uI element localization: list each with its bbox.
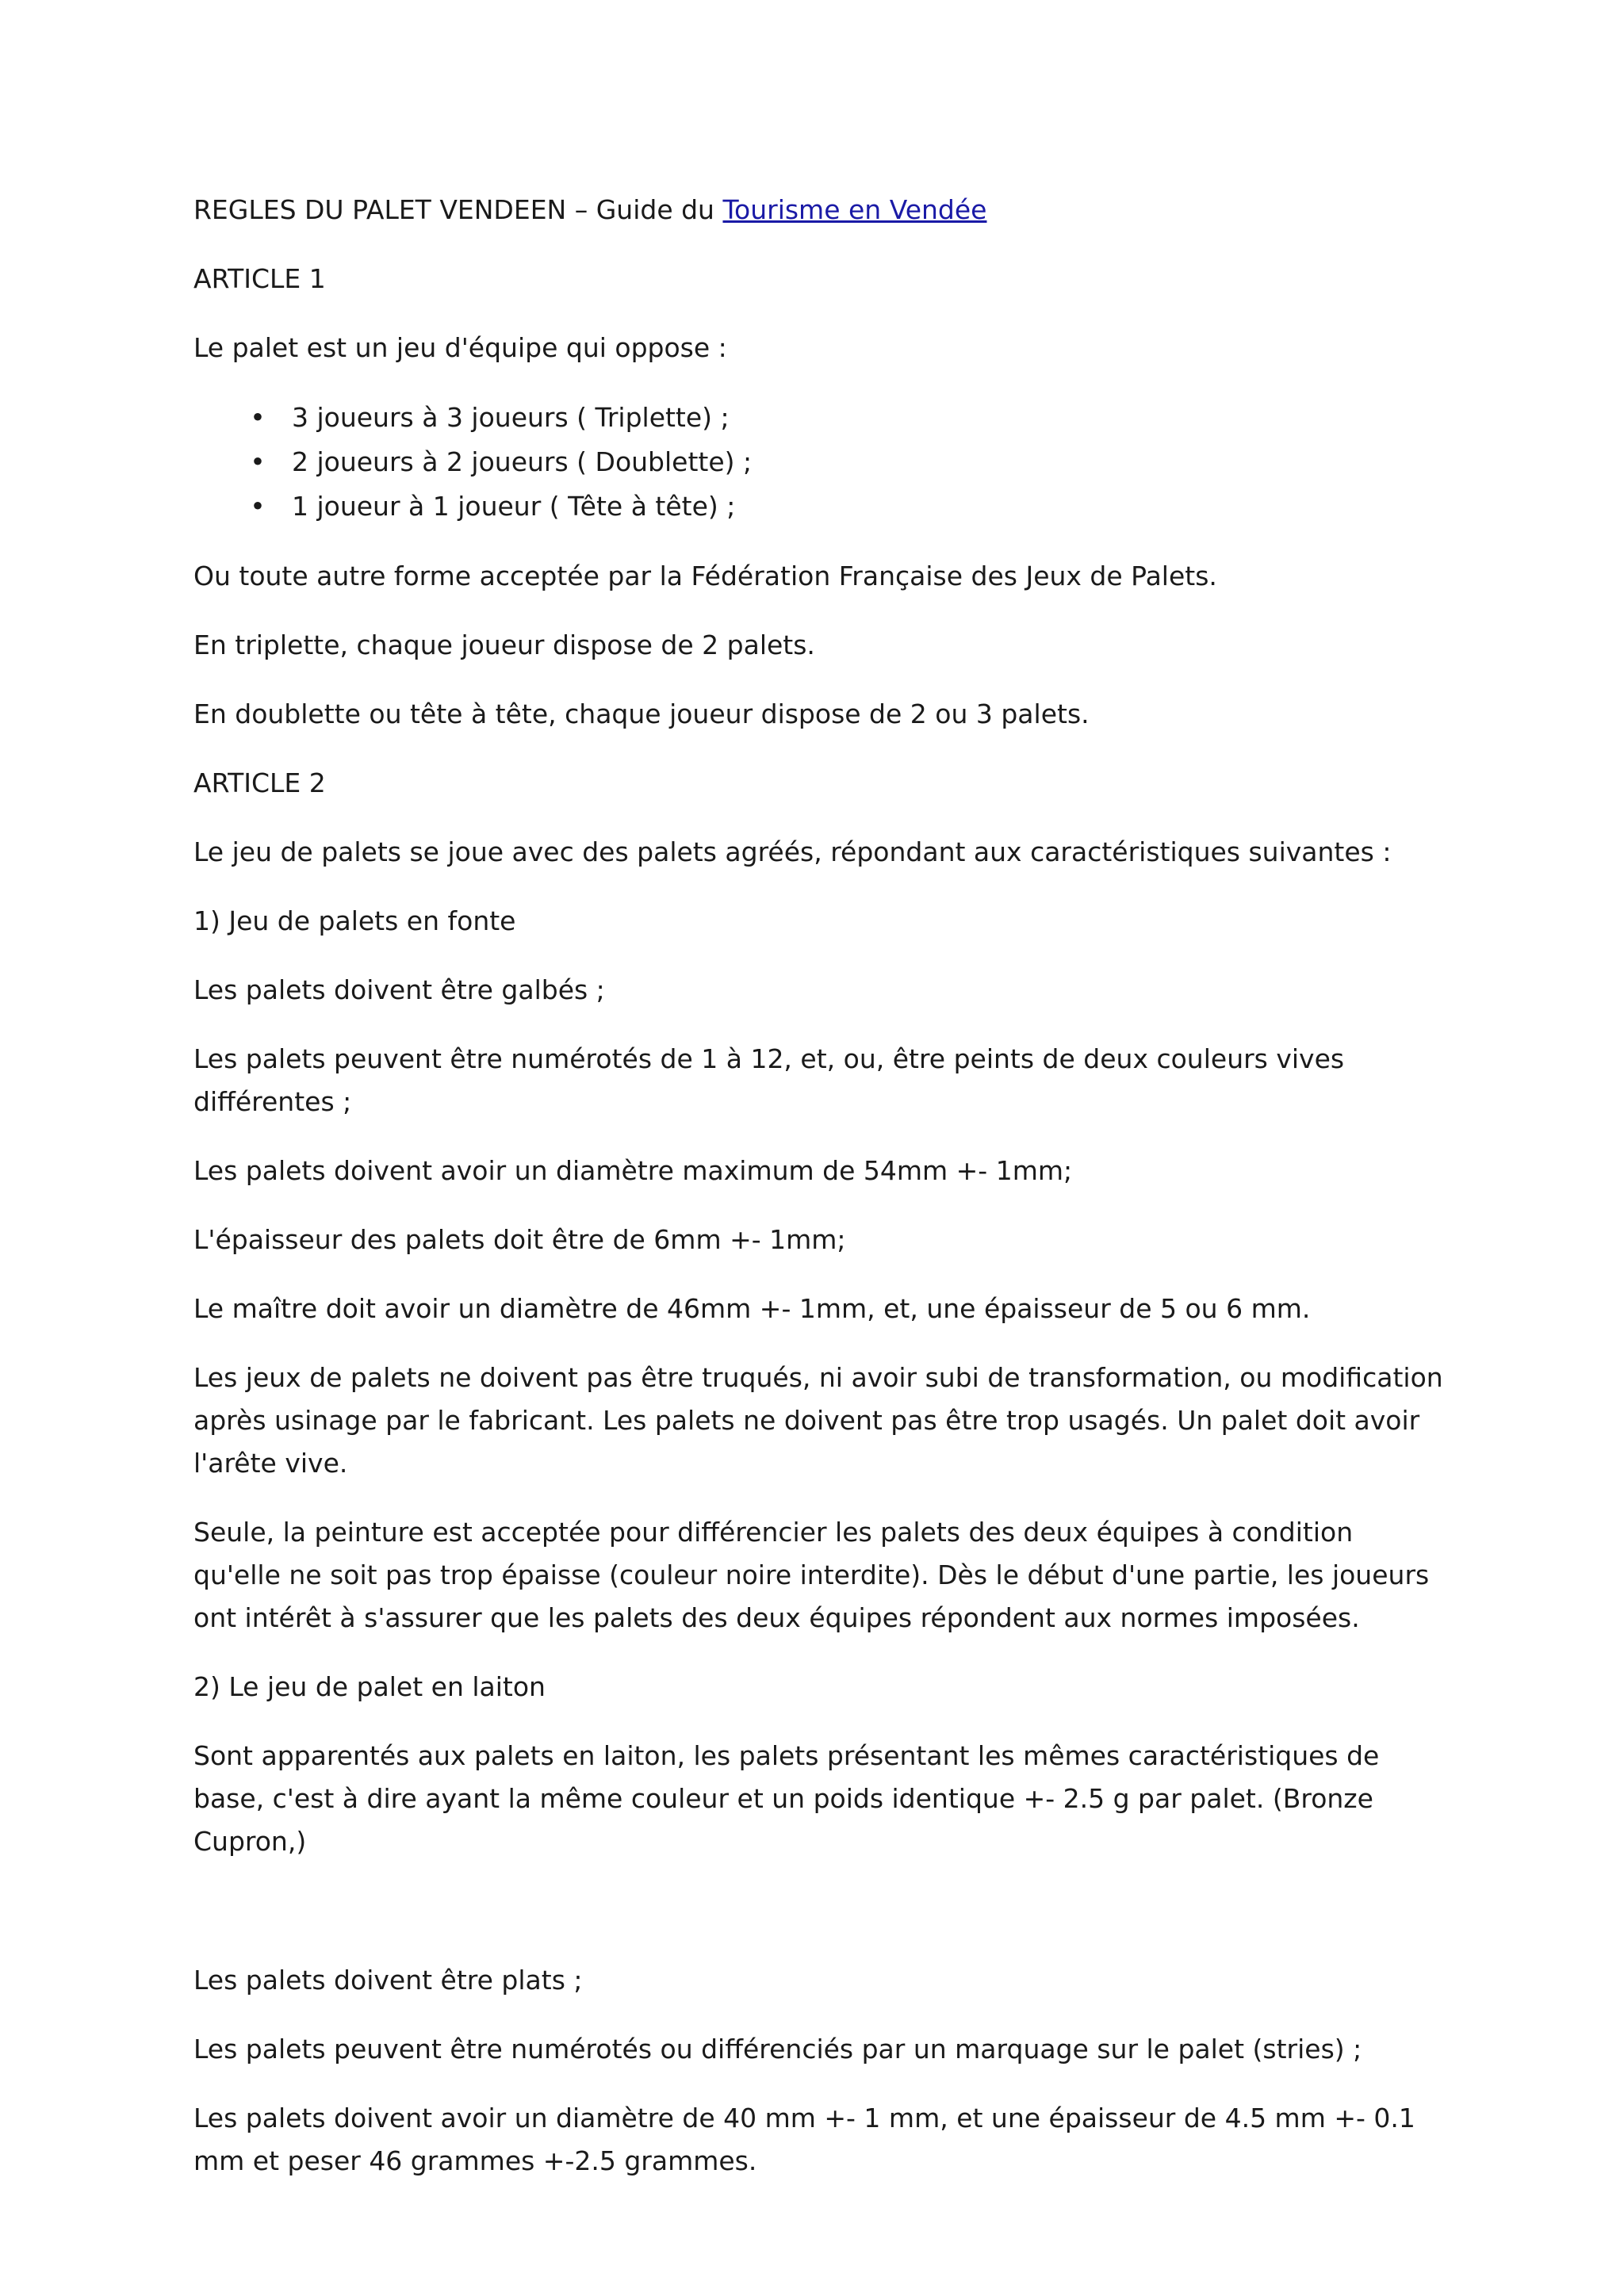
list-item (193, 396, 1446, 440)
laiton-paragraph: Les palets peuvent être numérotés ou différenciés par un marquage sur le palet (stries) ; (193, 2034, 1362, 2064)
bullet-icon: • (250, 491, 266, 522)
fonte-paragraph: Seule, la peinture est acceptée pour différencier les palets des deux équipes à condition qu'elle ne soit pas trop épaisse (couleur noire interdite). Dès le début d'une partie, les joueurs ont intérêt à s'assurer que les palets des deux équipes répondent aux normes imposées. (193, 1517, 1430, 1633)
bullet-icon: • (250, 402, 266, 433)
team-formats-list (193, 396, 1446, 529)
laiton-paragraph: Les palets doivent être plats ; (193, 1965, 583, 1996)
list-item (193, 484, 1446, 529)
laiton-paragraph: Sont apparentés aux palets en laiton, les palets présentant les mêmes caractéristiques de base, c'est à dire ayant la même couleur et un poids identique +- 2.5 g par palet. (Bronze Cupron,) (193, 1740, 1380, 1857)
laiton-heading: 2) Le jeu de palet en laiton (193, 1671, 546, 1702)
fonte-paragraph: Les jeux de palets ne doivent pas être truqués, ni avoir subi de transformation, ou modification après usinage par le fabricant. Les palets ne doivent pas être trop usagés. Un palet doit avoir l'arête vive. (193, 1362, 1443, 1479)
tourisme-vendee-link[interactable]: Tourisme en Vendée (722, 194, 987, 225)
article-1-intro: Le palet est un jeu d'équipe qui oppose : (193, 332, 727, 363)
title-prefix: REGLES DU PALET VENDEEN – Guide du (193, 194, 723, 225)
fonte-paragraph: Les palets doivent avoir un diamètre maximum de 54mm +- 1mm; (193, 1155, 1073, 1186)
fonte-paragraph: Les palets doivent être galbés ; (193, 974, 605, 1005)
article-1-heading: ARTICLE 1 (193, 263, 326, 294)
fonte-paragraph: Le maître doit avoir un diamètre de 46mm +- 1mm, et, une épaisseur de 5 ou 6 mm. (193, 1293, 1311, 1324)
paragraph-triplette: En triplette, chaque joueur dispose de 2 palets. (193, 629, 815, 660)
list-item-text: 2 joueurs à 2 joueurs ( Doublette) ; (292, 446, 753, 477)
article-2-heading: ARTICLE 2 (193, 767, 326, 798)
bullet-icon: • (250, 446, 266, 477)
list-item-text: 3 joueurs à 3 joueurs ( Triplette) ; (292, 402, 730, 433)
paragraph-ffjp: Ou toute autre forme acceptée par la Fédération Française des Jeux de Palets. (193, 561, 1217, 591)
document-body (193, 189, 1446, 2209)
fonte-paragraph: Les palets peuvent être numérotés de 1 à 12, et, ou, être peints de deux couleurs vives différentes ; (193, 1043, 1345, 1117)
paragraph-doublette: En doublette ou tête à tête, chaque joueur dispose de 2 ou 3 palets. (193, 698, 1090, 729)
document-title (193, 189, 1446, 232)
blank-line (193, 1889, 1446, 1959)
list-item-text: 1 joueur à 1 joueur ( Tête à tête) ; (292, 491, 736, 522)
laiton-paragraph: Les palets doivent avoir un diamètre de 40 mm +- 1 mm, et une épaisseur de 4.5 mm +- 0.1 mm et peser 46 grammes +-2.5 grammes. (193, 2103, 1415, 2176)
fonte-heading: 1) Jeu de palets en fonte (193, 905, 516, 936)
list-item (193, 440, 1446, 484)
article-2-intro: Le jeu de palets se joue avec des palets agréés, répondant aux caractéristiques suivantes : (193, 836, 1392, 867)
fonte-paragraph: L'épaisseur des palets doit être de 6mm +- 1mm; (193, 1224, 846, 1255)
